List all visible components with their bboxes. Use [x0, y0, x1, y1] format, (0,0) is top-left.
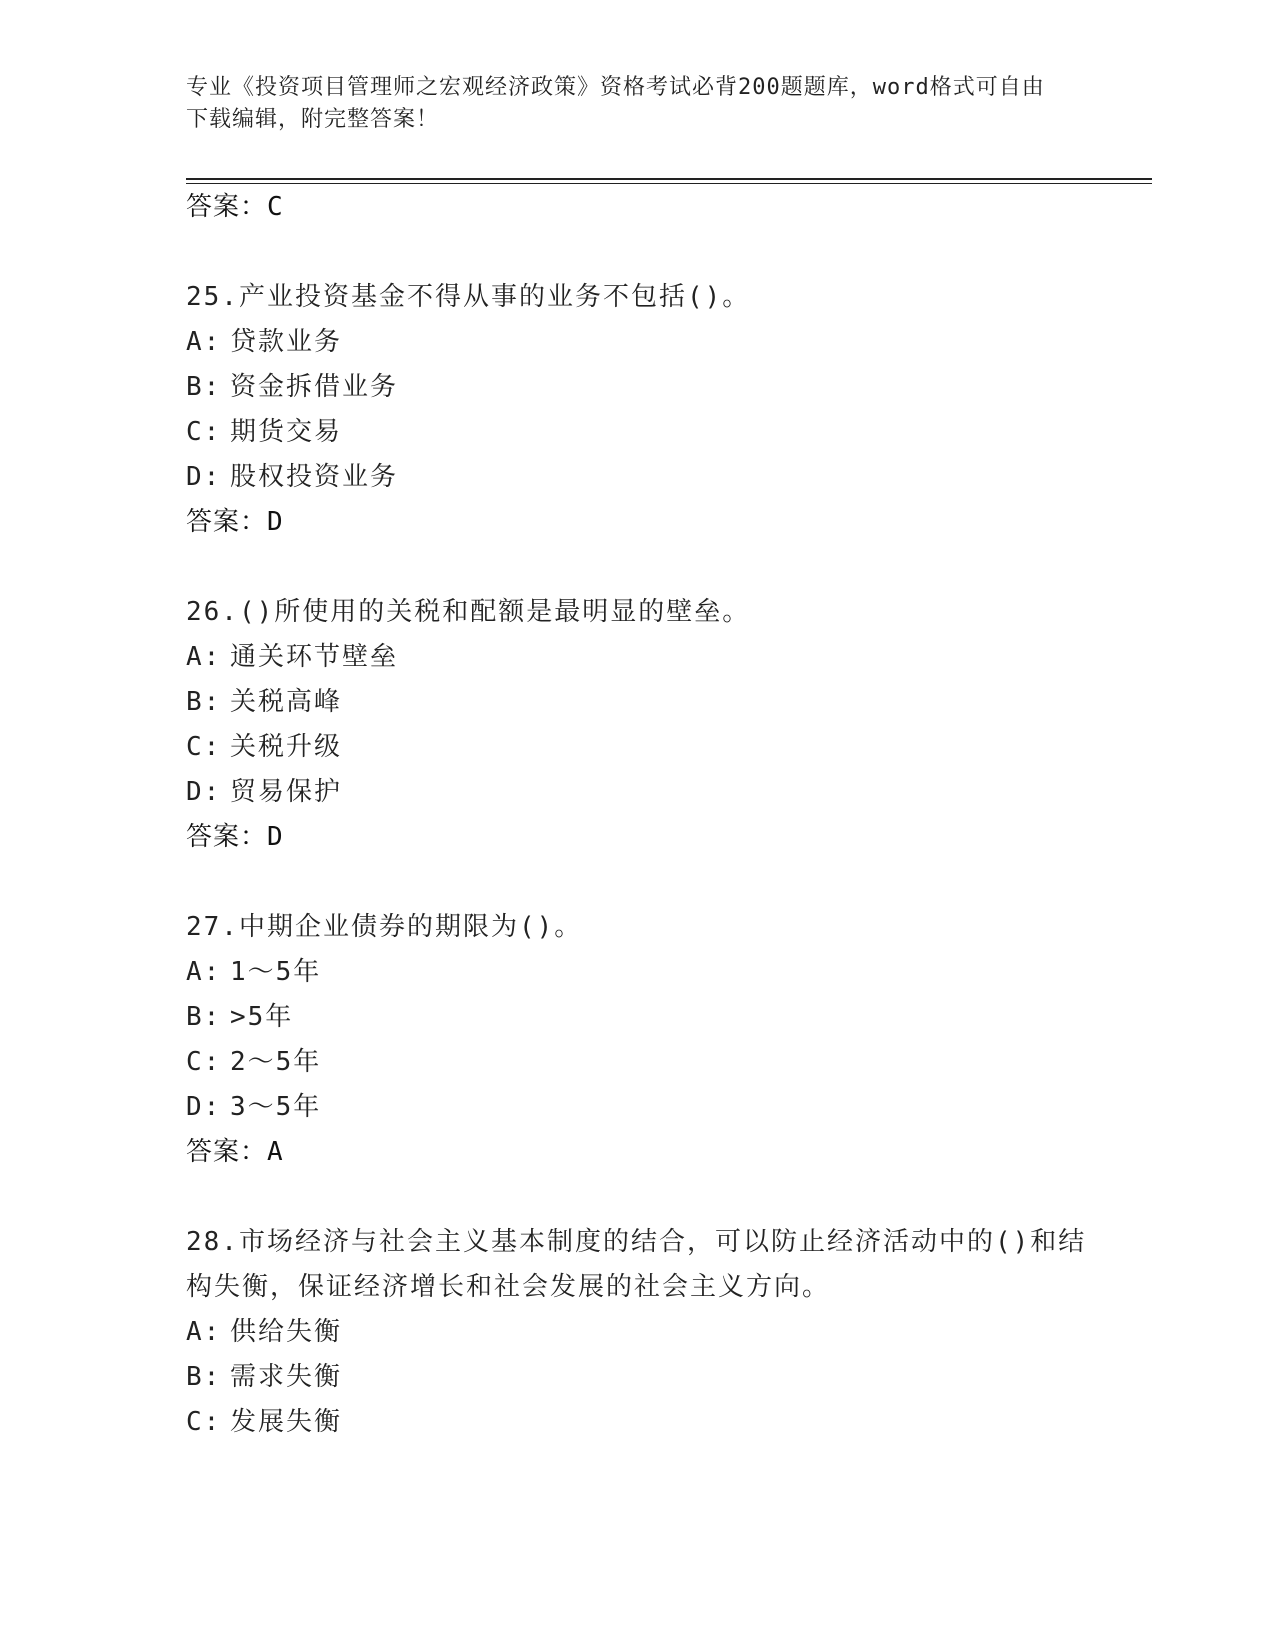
option-key: A:	[186, 1317, 222, 1347]
option-d	[186, 455, 1106, 500]
option-text: 贸易保护	[230, 777, 343, 807]
question-item	[186, 275, 1106, 545]
option-key: D:	[186, 462, 222, 492]
answer-label: 答案：	[186, 822, 268, 852]
option-c	[186, 1040, 1106, 1085]
option-key: D:	[186, 1092, 222, 1122]
option-text: 3～5年	[230, 1092, 322, 1122]
option-b	[186, 1355, 1106, 1400]
option-text: 关税升级	[230, 732, 343, 762]
option-b	[186, 365, 1106, 410]
option-key: C:	[186, 732, 222, 762]
header-divider-thick	[186, 178, 1152, 180]
option-key: C:	[186, 417, 222, 447]
option-key: C:	[186, 1407, 222, 1437]
question-list	[186, 185, 1106, 1445]
document-header: 专业《投资项目管理师之宏观经济政策》资格考试必背200题题库，word格式可自由下载编辑，附完整答案！	[186, 75, 1045, 132]
option-key: D:	[186, 777, 222, 807]
option-text: 通关环节壁垒	[230, 642, 399, 672]
answer-value: D	[267, 507, 284, 537]
option-d	[186, 770, 1106, 815]
option-c	[186, 410, 1106, 455]
option-key: A:	[186, 957, 222, 987]
question-stem: 27.中期企业债券的期限为()。	[186, 912, 583, 942]
option-d	[186, 1085, 1106, 1130]
answer-line	[186, 185, 1106, 230]
answer-label: 答案：	[186, 192, 268, 222]
option-key: B:	[186, 687, 222, 717]
option-a	[186, 1310, 1106, 1355]
option-text: 股权投资业务	[230, 462, 399, 492]
option-key: A:	[186, 642, 222, 672]
question-item	[186, 1220, 1106, 1445]
option-key: B:	[186, 1002, 222, 1032]
option-a	[186, 320, 1106, 365]
option-text: 2～5年	[230, 1047, 322, 1077]
option-c	[186, 1400, 1106, 1445]
question-stem: 26.()所使用的关税和配额是最明显的壁垒。	[186, 597, 751, 627]
option-text: 需求失衡	[230, 1362, 343, 1392]
option-key: B:	[186, 1362, 222, 1392]
option-c	[186, 725, 1106, 770]
option-key: B:	[186, 372, 222, 402]
answer-label: 答案：	[186, 1137, 268, 1167]
header-divider-thin	[186, 183, 1152, 184]
option-b	[186, 680, 1106, 725]
question-item	[186, 590, 1106, 860]
option-text: 贷款业务	[230, 327, 343, 357]
answer-value: D	[267, 822, 284, 852]
answer-line	[186, 815, 1106, 860]
question-stem: 28.市场经济与社会主义基本制度的结合，可以防止经济活动中的()和结构失衡，保证经济增长和社会发展的社会主义方向。	[186, 1227, 1087, 1302]
option-text: 关税高峰	[230, 687, 343, 717]
option-text: 1～5年	[230, 957, 322, 987]
answer-line	[186, 1130, 1106, 1175]
answer-line	[186, 500, 1106, 545]
answer-value: C	[267, 192, 284, 222]
question-stem: 25.产业投资基金不得从事的业务不包括()。	[186, 282, 751, 312]
option-text: 供给失衡	[230, 1317, 343, 1347]
option-text: 期货交易	[230, 417, 343, 447]
option-a	[186, 635, 1106, 680]
option-b	[186, 995, 1106, 1040]
option-text: >5年	[230, 1002, 294, 1032]
option-key: A:	[186, 327, 222, 357]
option-text: 资金拆借业务	[230, 372, 399, 402]
option-key: C:	[186, 1047, 222, 1077]
option-a	[186, 950, 1106, 995]
option-text: 发展失衡	[230, 1407, 343, 1437]
answer-value: A	[267, 1137, 284, 1167]
answer-label: 答案：	[186, 507, 268, 537]
question-item	[186, 905, 1106, 1175]
